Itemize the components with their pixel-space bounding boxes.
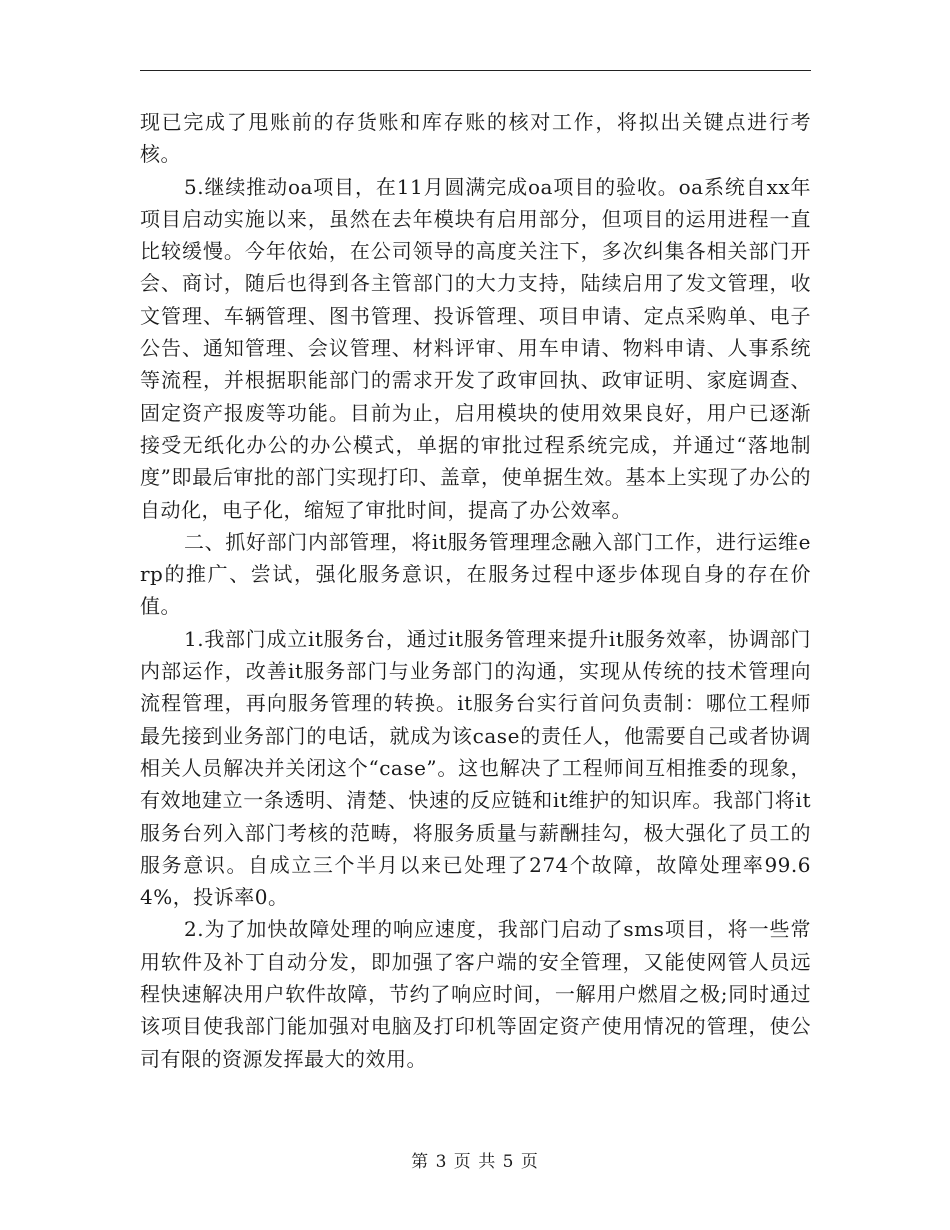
paragraph-2: 5.继续推动oa项目，在11月圆满完成oa项目的验收。oa系统自xx年项目启动实施以来，虽然在去年模块有启用部分，但项目的运用进程一直比较缓慢。今年依始，在公司领导的高度关注下，多次纠集各相关部门开会、商讨，随后也得到各主管部门的大力支持，陆续启用了发文管理，收文管理、车辆管理、图书管理、投诉管理、项目申请、定点采购单、电子公告、通知管理、会议管理、材料评审、用车申请、物料申请、人事系统等流程，并根据职能部门的需求开发了政审回执、政审证明、家庭调查、固定资产报废等功能。目前为止，启用模块的使用效果良好，用户已逐渐接受无纸化办公的办公模式，单据的审批过程系统完成，并通过“落地制度”即最后审批的部门实现打印、盖章，使单据生效。基本上实现了办公的自动化，电子化，缩短了审批时间，提高了办公效率。	[140, 174, 811, 522]
header-rule	[140, 70, 811, 71]
paragraph-5: 2.为了加快故障处理的响应速度，我部门启动了sms项目，将一些常用软件及补丁自动分发，即加强了客户端的安全管理，又能使网管人员远程快速解决用户软件故障，节约了响应时间，一解用户燃眉之极;同时通过该项目使我部门能加强对电脑及打印机等固定资产使用情况的管理，使公司有限的资源发挥最大的效用。	[140, 917, 811, 1071]
paragraph-4: 1.我部门成立it服务台，通过it服务管理来提升it服务效率，协调部门内部运作，改善it服务部门与业务部门的沟通，实现从传统的技术管理向流程管理，再向服务管理的转换。it服务台实行首问负责制：哪位工程师最先接到业务部门的电话，就成为该case的责任人，他需要自己或者协调相关人员解决并关闭这个“case”。这也解决了工程师间互相推委的现象，有效地建立一条透明、清楚、快速的反应链和it维护的知识库。我部门将it服务台列入部门考核的范畴，将服务质量与薪酬挂勾，极大强化了员工的服务意识。自成立三个半月以来已处理了274个故障，故障处理率99.64%，投诉率0。	[140, 626, 811, 910]
paragraph-1: 现已完成了甩账前的存货账和库存账的核对工作，将拟出关键点进行考核。	[140, 110, 811, 167]
paragraph-3: 二、抓好部门内部管理，将it服务管理理念融入部门工作，进行运维erp的推广、尝试，强化服务意识，在服务过程中逐步体现自身的存在价值。	[140, 529, 811, 619]
document-body	[140, 106, 811, 1075]
page-number: 第 3 页 共 5 页	[411, 1152, 539, 1172]
